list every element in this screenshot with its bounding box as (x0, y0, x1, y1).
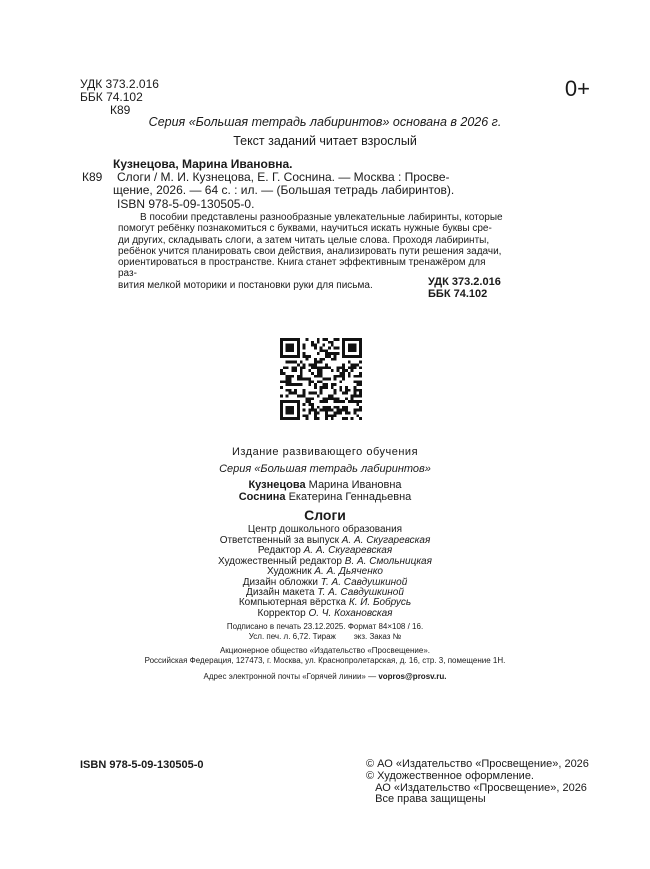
bibliographic-record (82, 157, 523, 211)
bib-isbn: ISBN 978-5-09-130505-0. (117, 196, 255, 211)
authors-list (0, 479, 650, 503)
publisher-name: Акционерное общество «Издательство «Просвещение». (219, 646, 431, 655)
credit-line (0, 609, 650, 619)
book-title: Слоги (304, 507, 346, 523)
author-surname: Соснина (238, 491, 286, 503)
series-founded: Серия «Большая тетрадь лабиринтов» основана в 2026 г. (148, 115, 502, 129)
credit-person: А. А. Скугаревская (341, 535, 431, 546)
series-name: Серия «Большая тетрадь лабиринтов» (219, 463, 431, 475)
qr-code-icon (280, 338, 362, 420)
author-given-name: Марина Ивановна (308, 479, 402, 491)
right-classification-codes (428, 276, 501, 300)
credit-role: Художественный редактор (218, 555, 342, 567)
print-line-1: Подписано в печать 23.12.2025. Формат 84×108 / 16. (226, 622, 424, 631)
abstract-line: вития мелкой моторики и постановки руки для письма. (118, 279, 373, 291)
top-classification-codes (80, 78, 159, 117)
print-line-2: Усл. печ. л. 6,72. Тираж экз. Заказ № (248, 631, 402, 641)
udk-code: УДК 373.2.016 (80, 77, 159, 91)
hotline-email (0, 672, 650, 681)
bib-author-mark: К89 (82, 170, 103, 184)
bib-line-1: Слоги / М. И. Кузнецова, Е. Г. Соснина. — Москва : Просве- (117, 170, 450, 185)
age-rating: 0+ (564, 76, 590, 101)
abstract-line: ориентироваться в пространстве. Книга станет эффективным тренажёром для раз- (118, 257, 486, 280)
edition-label: Издание развивающего обучения (231, 446, 419, 458)
credit-role: Дизайн обложки (242, 576, 318, 588)
credit-person: О. Ч. Кохановская (308, 607, 393, 619)
author-surname: Кузнецова (248, 479, 306, 491)
bbk-code-right: ББК 74.102 (428, 288, 488, 300)
isbn-bottom: ISBN 978-5-09-130505-0 (80, 759, 204, 771)
credit-person: А. А. Дьяченко (314, 566, 383, 578)
credit-role: Компьютерная вёрстка (238, 597, 347, 609)
credits-list (0, 536, 650, 619)
bib-author: Кузнецова, Марина Ивановна. (113, 157, 293, 171)
credit-role: Художник (267, 566, 312, 578)
credit-person: В. А. Смольницкая (344, 555, 432, 567)
abstract-line: В пособии представлены разнообразные увлекательные лабиринты, которые (140, 212, 503, 223)
reading-note: Текст заданий читает взрослый (233, 134, 417, 148)
copyright-line: © Художественное оформление. (366, 769, 534, 782)
publisher-address: Российская Федерация, 127473, г. Москва, ул. Краснопролетарская, д. 16, стр. 3, помещение 1Н. (144, 655, 506, 665)
email-prefix: Адрес электронной почты «Горячей линии» — (203, 672, 377, 681)
author-mark: К89 (110, 103, 131, 117)
bib-line-2: щение, 2026. — 64 с. : ил. — (Большая тетрадь лабиринтов). (113, 183, 455, 198)
publisher-info (0, 646, 650, 665)
credit-role: Ответственный за выпуск (219, 535, 339, 546)
copyright-line: © АО «Издательство «Просвещение», 2026 (366, 758, 589, 770)
credit-role: Редактор (257, 545, 301, 557)
bbk-code: ББК 74.102 (80, 90, 143, 104)
credit-role: Дизайн макета (246, 587, 315, 599)
copyright-block (366, 759, 589, 806)
copyright-line: АО «Издательство «Просвещение», 2026 (366, 781, 587, 794)
email-address[interactable]: vopros@prosv.ru. (378, 672, 447, 681)
credit-person: А. А. Скугаревская (303, 545, 393, 557)
credit-person: К. И. Бобрусь (348, 597, 412, 609)
author-given-name: Екатерина Геннадьевна (288, 491, 412, 503)
department-name: Центр дошкольного образования (247, 524, 403, 535)
series-note (0, 113, 650, 151)
copyright-line: Все права защищены (366, 793, 486, 806)
abstract-line: ди других, складывать слоги, а затем читать целые слова. Проходя лабиринты, (118, 234, 490, 246)
print-info (0, 622, 650, 641)
author-2 (0, 491, 650, 503)
credit-person: Т. А. Савдушкиной (320, 576, 408, 588)
udk-code-right: УДК 373.2.016 (428, 276, 501, 288)
author-1 (0, 479, 650, 491)
credit-person: Т. А. Савдушкиной (317, 587, 404, 599)
abstract-line: ребёнок учится планировать свои действия, анализировать пути решения задачи, (118, 245, 502, 257)
credit-role: Корректор (257, 607, 306, 619)
abstract-line: помогут ребёнку познакомиться с буквами, научиться искать нужные буквы сре- (118, 223, 492, 235)
